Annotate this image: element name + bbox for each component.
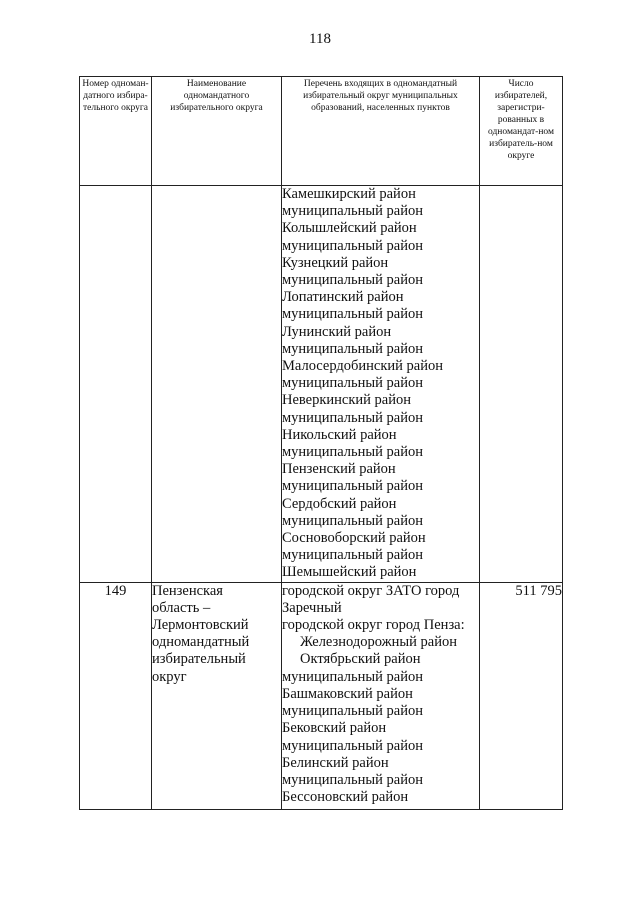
municipalities-list (282, 186, 480, 583)
municipality-line: Октябрьский район (300, 651, 421, 668)
municipality-line: муниципальный район (282, 512, 423, 529)
municipality-line: Шемышейский район (282, 564, 417, 581)
municipality-line: муниципальный район (282, 272, 423, 289)
district-number-cell: 149 (80, 582, 152, 809)
municipality-line: Бековский район (282, 720, 387, 737)
voter-count-cell (480, 186, 563, 583)
district-name-cell (152, 582, 282, 809)
municipality-line: Лопатинский район (282, 289, 404, 306)
header-district-number: Номер одноман-датного избира-тельного округа (80, 77, 152, 186)
municipality-line: Железнодорожный район (300, 634, 457, 651)
district-name-line: область – (152, 599, 211, 616)
municipality-line: муниципальный район (282, 306, 423, 323)
municipality-line: Заречный (282, 599, 342, 616)
municipality-line: муниципальный район (282, 478, 423, 495)
district-number-cell (80, 186, 152, 583)
municipality-line: Неверкинский район (282, 392, 411, 409)
municipality-line: Колышлейский район (282, 220, 417, 237)
municipality-line: муниципальный район (282, 375, 423, 392)
district-name-cell (152, 186, 282, 583)
municipality-line: Лунинский район (282, 323, 392, 340)
municipality-line: Никольский район (282, 426, 397, 443)
district-name-line: одномандатный (152, 634, 250, 651)
municipality-line: муниципальный район (282, 203, 423, 220)
municipalities-list (282, 582, 480, 809)
municipality-line: Башмаковский район (282, 685, 413, 702)
municipality-line: Пензенский район (282, 461, 396, 478)
municipality-line: муниципальный район (282, 703, 423, 720)
header-district-name: Наименование одномандатного избирательного округа (152, 77, 282, 186)
municipality-line: Кузнецкий район (282, 254, 389, 271)
header-voter-count: Число избирателей, зарегистри-рованных в одномандат-ном избиратель-ном округе (480, 77, 563, 186)
municipality-line: муниципальный район (282, 547, 423, 564)
municipality-line: муниципальный район (282, 668, 423, 685)
voter-count-cell: 511 795 (480, 582, 563, 809)
municipality-line: городской округ город Пенза: (282, 617, 465, 634)
district-name-line: округ (152, 668, 187, 685)
municipality-line: Бессоновский район (282, 789, 409, 806)
municipality-line: Сосновоборский район (282, 530, 426, 547)
municipality-line: Камешкирский район (282, 186, 416, 202)
municipality-line: Белинский район (282, 754, 389, 771)
table-row-district-149 (80, 582, 563, 809)
municipality-line: муниципальный район (282, 771, 423, 788)
district-name-line: избирательный (152, 651, 246, 668)
district-name-line: Пензенская (152, 582, 223, 599)
table-header-row (80, 77, 563, 186)
municipality-line: муниципальный район (282, 409, 423, 426)
municipality-line: муниципальный район (282, 444, 423, 461)
table-row-continuation (80, 186, 563, 583)
municipality-line: муниципальный район (282, 737, 423, 754)
municipality-line: городской округ ЗАТО город (282, 582, 460, 599)
page-number: 118 (309, 31, 331, 47)
district-name-line: Лермонтовский (152, 617, 249, 634)
municipality-line: муниципальный район (282, 237, 423, 254)
municipality-line: Малосердобинский район (282, 358, 444, 375)
districts-table (79, 76, 563, 810)
header-municipalities-list: Перечень входящих в одномандатный избирательный округ муниципальных образований, населенных пунктов (282, 77, 480, 186)
municipality-line: муниципальный район (282, 340, 423, 357)
municipality-line: Сердобский район (282, 495, 397, 512)
